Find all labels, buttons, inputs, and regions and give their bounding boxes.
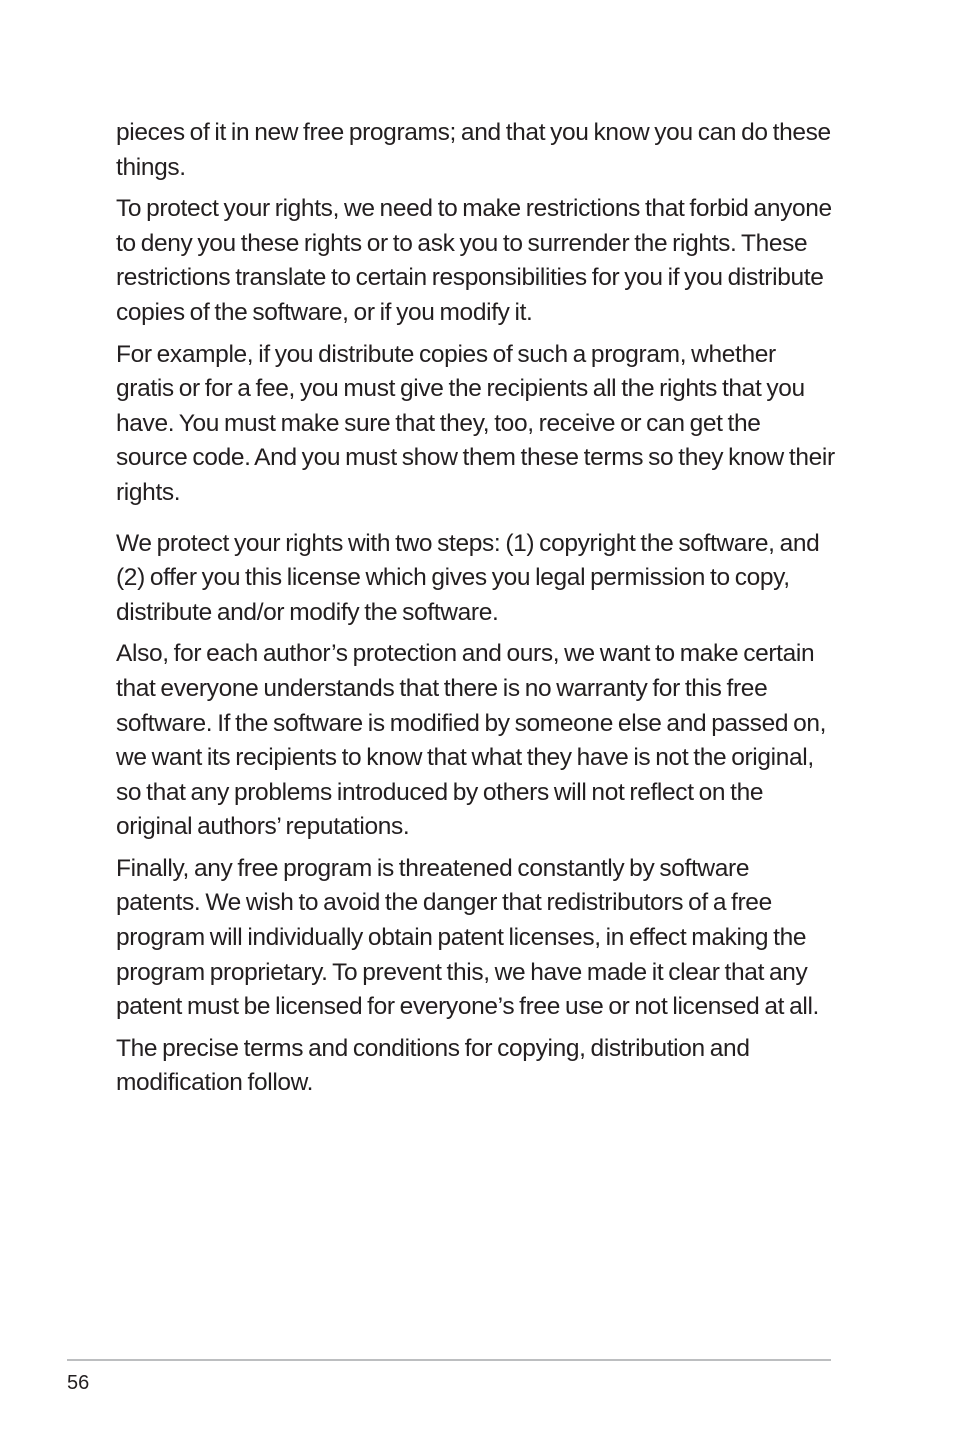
- paragraph-protect-rights: To protect your rights, we need to make restrictions that forbid anyone to deny you these rights or to ask you to surrender the rights. These restrictions translate to certain responsibilities for you if you distribute copies of the software, or if you modify it.: [116, 195, 832, 326]
- paragraph-no-warranty: Also, for each author’s protection and ours, we want to make certain that everyone understands that there is no warranty for this free software. If the software is modified by someone else and passed on, we want its recipients to know that what they have is not the original, so that any problems introduced by others will not reflect on the original authors’ reputations.: [116, 640, 827, 841]
- footer-divider: [67, 1359, 831, 1361]
- page-number: 56: [67, 1372, 90, 1394]
- paragraph-terms-follow: The precise terms and conditions for copying, distribution and modification follow.: [116, 1034, 750, 1097]
- paragraph-continuation: pieces of it in new free programs; and that you know you can do these things.: [116, 119, 831, 181]
- paragraph-two-steps: We protect your rights with two steps: (1) copyright the software, and (2) offer you this license which gives you legal permission to copy, distribute and/or modify the software.: [116, 529, 820, 626]
- paragraph-patents: Finally, any free program is threatened constantly by software patents. We wish to avoid the danger that redistributors of a free program will individually obtain patent licenses, in effect making the program proprietary. To prevent this, we have made it clear that any patent must be licensed for everyone’s free use or not licensed at all.: [116, 854, 820, 1021]
- paragraph-example: For example, if you distribute copies of such a program, whether gratis or for a fee, you must give the recipients all the rights that you have. You must make sure that they, too, receive or can get the source code. And you must show them these terms so they know their rights.: [116, 340, 835, 506]
- document-body: [116, 116, 836, 1108]
